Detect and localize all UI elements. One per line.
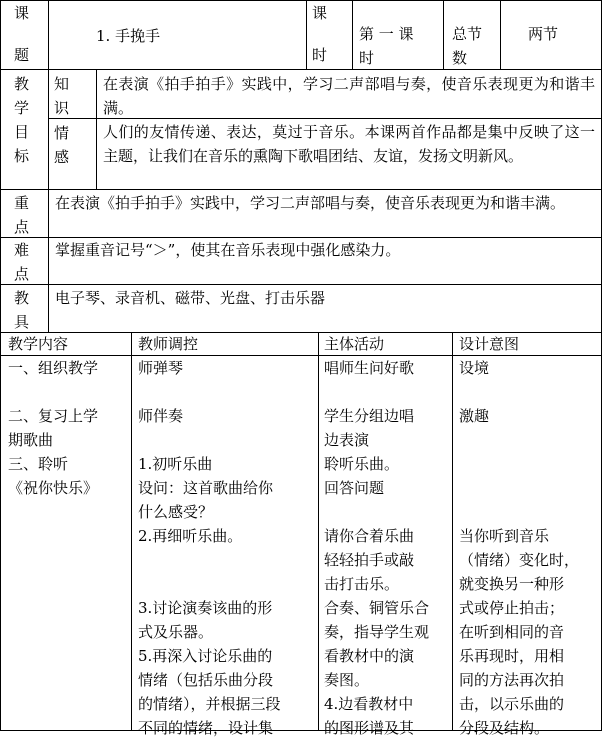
cell-line: 奏图。: [324, 671, 370, 689]
col-divider-activity: [318, 332, 319, 731]
difficulty-text: 掌握重音记号“＞”，使其在音乐表现中强化感染力。: [55, 241, 401, 259]
cell-line: 设境: [459, 359, 490, 377]
cell-line: 激趣: [459, 407, 490, 425]
col-divider-period-label: [306, 0, 307, 70]
cell-line: 什么感受？: [138, 503, 214, 521]
cell-line: 击，以示乐曲的: [459, 695, 565, 713]
cell-line: 师伴奏: [138, 407, 184, 425]
cell-line: 合奏、铜管乐合: [324, 599, 430, 617]
cell-line: [324, 500, 450, 524]
cell-line: [459, 500, 599, 524]
intent-column: [459, 356, 599, 740]
cell-line: （情绪）变化时，: [459, 551, 580, 569]
cell-line: 1.初听乐曲: [138, 455, 213, 473]
cell-line: 回答问题: [324, 479, 385, 497]
cell-line: 的图形谱及其: [324, 719, 415, 737]
table-border-top: [0, 0, 602, 1]
col-divider-label2: [48, 69, 49, 189]
col-divider-label3: [48, 189, 49, 332]
cell-line: [459, 380, 599, 404]
cell-line: 就变换另一种形: [459, 575, 565, 593]
cell-line: [8, 380, 130, 404]
period-value: 第 一 课 时: [359, 25, 414, 67]
content-column: [8, 356, 130, 500]
cell-line: 看教材中的演: [324, 647, 415, 665]
col-divider-intent: [452, 332, 453, 731]
cell-line: 《祝你快乐》: [8, 479, 99, 497]
lesson-label: 课 题: [14, 4, 30, 64]
lesson-title: 1. 手挽手: [96, 27, 161, 45]
cell-line: 击打击乐。: [324, 575, 400, 593]
cell-line: 4.边看教材中: [324, 695, 414, 713]
cell-line: [138, 380, 316, 404]
cell-line: 情绪（包括乐曲分段: [138, 671, 274, 689]
cell-line: [459, 428, 599, 452]
cell-line: 奏，指导学生观: [324, 623, 430, 641]
activity-column: [324, 356, 450, 740]
header-teacher: 教师调控: [138, 335, 199, 353]
cell-line: 三、聆听: [8, 455, 69, 473]
cell-line: [459, 476, 599, 500]
cell-line: 式及乐器。: [138, 623, 214, 641]
cell-line: 边表演: [324, 431, 370, 449]
period-label: 课 时: [312, 4, 328, 64]
aids-text: 电子琴、录音机、磁带、光盘、打击乐器: [55, 289, 326, 307]
header-activity: 主体活动: [324, 335, 385, 353]
cell-line: 5.再深入讨论乐曲的: [138, 647, 273, 665]
cell-line: [138, 548, 316, 572]
cell-line: 唱师生问好歌: [324, 359, 415, 377]
table-border-left: [0, 0, 1, 731]
col-divider-total-value: [500, 0, 501, 70]
row-divider-goals: [0, 189, 602, 190]
cell-line: 的情绪），并根据三段: [138, 695, 281, 713]
cell-line: 设问：这首歌曲给你: [138, 479, 274, 497]
cell-line: 聆听乐曲。: [324, 455, 400, 473]
col-divider-label: [48, 0, 49, 70]
difficulty-label: 难 点: [14, 241, 30, 283]
header-content: 教学内容: [8, 335, 69, 353]
row-divider-header: [0, 69, 602, 70]
cell-line: 3.讨论演奏该曲的形: [138, 599, 273, 617]
cell-line: [138, 428, 316, 452]
key-point-text: 在表演《拍手拍手》实践中，学习二声部唱与奏，使音乐表现更为和谐丰满。: [55, 194, 566, 212]
cell-line: 不同的情绪，设计集: [138, 719, 274, 737]
cell-line: 乐再现时，用相: [459, 647, 565, 665]
cell-line: 二、复习上学: [8, 407, 99, 425]
header-intent: 设计意图: [459, 335, 520, 353]
cell-line: 2.再细听乐曲。: [138, 527, 243, 545]
col-divider-sublabel: [96, 69, 97, 189]
cell-line: 师弹琴: [138, 359, 184, 377]
cell-line: 轻轻拍手或敲: [324, 551, 415, 569]
row-divider-difficulty: [0, 284, 602, 285]
cell-line: [324, 380, 450, 404]
knowledge-text: 在表演《拍手拍手》实践中，学习二声部唱与奏，使音乐表现更为和谐丰满。: [103, 75, 595, 117]
cell-line: 一、组织教学: [8, 359, 99, 377]
cell-line: 当你听到音乐: [459, 527, 550, 545]
knowledge-label: 知 识: [54, 75, 70, 117]
cell-line: 分段及结构。: [459, 719, 550, 737]
total-label: 总节 数: [452, 25, 483, 67]
emotion-text: 人们的友情传递、表达，莫过于音乐。本课两首作品都是集中反映了这一主题，让我们在音乐的熏陶下歌唱团结、友谊，发扬文明新风。: [103, 123, 595, 165]
key-point-label: 重 点: [14, 194, 30, 236]
total-value: 两节: [528, 25, 559, 43]
teacher-column: [138, 356, 316, 740]
cell-line: 式或停止拍击；: [459, 599, 565, 617]
cell-line: 请你合着乐曲: [324, 527, 415, 545]
col-divider-period-value: [352, 0, 353, 70]
goals-section-label: 教 学 目 标: [14, 75, 30, 165]
cell-line: 期歌曲: [8, 431, 54, 449]
cell-line: 学生分组边唱: [324, 407, 415, 425]
cell-line: 同的方法再次拍: [459, 671, 565, 689]
col-divider-teacher: [131, 332, 132, 731]
col-divider-total-label: [443, 0, 444, 70]
cell-line: [459, 452, 599, 476]
aids-label: 教 具: [14, 289, 30, 331]
emotion-label: 情 感: [54, 124, 70, 166]
cell-line: 在听到相同的音: [459, 623, 565, 641]
cell-line: [138, 572, 316, 596]
